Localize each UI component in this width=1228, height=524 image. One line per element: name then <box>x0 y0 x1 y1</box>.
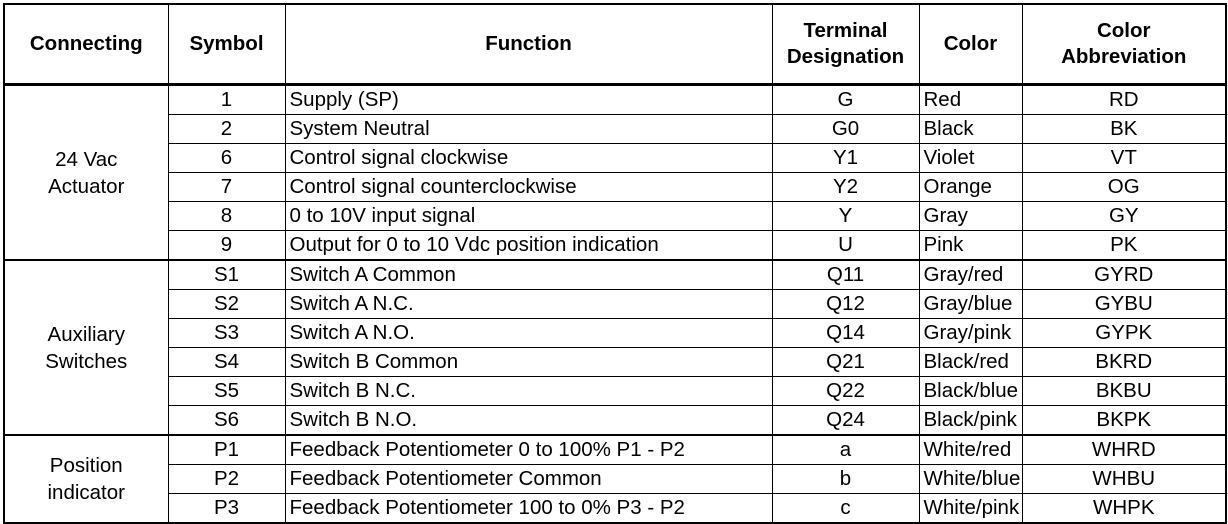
header-color: Color <box>919 4 1022 85</box>
terminal-cell: Q24 <box>772 406 919 436</box>
color-abbreviation-cell: WHPK <box>1022 494 1226 524</box>
terminal-cell: Y1 <box>772 144 919 173</box>
terminal-cell: a <box>772 435 919 465</box>
color-cell: White/red <box>919 435 1022 465</box>
symbol-cell: S2 <box>168 290 285 319</box>
table-row <box>4 115 1226 144</box>
function-cell: Switch A N.O. <box>285 319 772 348</box>
connecting-label-line1: 24 Vac <box>55 147 118 171</box>
color-cell: Gray/pink <box>919 319 1022 348</box>
header-abbr-line2: Abbreviation <box>1061 45 1187 68</box>
color-abbreviation-cell: WHRD <box>1022 435 1226 465</box>
symbol-cell: P1 <box>168 435 285 465</box>
terminal-cell: c <box>772 494 919 524</box>
terminal-cell: U <box>772 231 919 261</box>
table-header <box>4 4 1226 85</box>
symbol-cell: S5 <box>168 377 285 406</box>
function-cell: Switch B N.C. <box>285 377 772 406</box>
header-connecting: Connecting <box>4 4 168 85</box>
header-color-abbreviation <box>1022 4 1226 85</box>
table-row <box>4 465 1226 494</box>
color-cell: Black <box>919 115 1022 144</box>
connecting-label-line2: Actuator <box>48 174 125 198</box>
color-cell: Pink <box>919 231 1022 261</box>
color-abbreviation-cell: OG <box>1022 173 1226 202</box>
color-abbreviation-cell: GYPK <box>1022 319 1226 348</box>
table-row <box>4 494 1226 524</box>
table-row <box>4 435 1226 465</box>
color-abbreviation-cell: BKRD <box>1022 348 1226 377</box>
terminal-cell: Y2 <box>772 173 919 202</box>
color-cell: Gray/red <box>919 260 1022 290</box>
table-row <box>4 290 1226 319</box>
table-row <box>4 348 1226 377</box>
color-abbreviation-cell: VT <box>1022 144 1226 173</box>
header-terminal-line2: Designation <box>786 45 905 68</box>
table-row <box>4 85 1226 115</box>
function-cell: 0 to 10V input signal <box>285 202 772 231</box>
color-cell: Red <box>919 85 1022 115</box>
symbol-cell: P3 <box>168 494 285 524</box>
table-row <box>4 202 1226 231</box>
color-abbreviation-cell: GY <box>1022 202 1226 231</box>
table-row <box>4 319 1226 348</box>
function-cell: Output for 0 to 10 Vdc position indication <box>285 231 772 261</box>
terminal-cell: Q21 <box>772 348 919 377</box>
table-row <box>4 144 1226 173</box>
function-cell: Switch A N.C. <box>285 290 772 319</box>
color-abbreviation-cell: BKBU <box>1022 377 1226 406</box>
symbol-cell: P2 <box>168 465 285 494</box>
function-cell: Switch B N.O. <box>285 406 772 436</box>
table-row <box>4 406 1226 436</box>
connecting-label-line1: Auxiliary <box>47 322 125 346</box>
color-abbreviation-cell: RD <box>1022 85 1226 115</box>
header-function: Function <box>285 4 772 85</box>
header-terminal-designation <box>772 4 919 85</box>
color-abbreviation-cell: WHBU <box>1022 465 1226 494</box>
function-cell: Feedback Potentiometer Common <box>285 465 772 494</box>
color-abbreviation-cell: BKPK <box>1022 406 1226 436</box>
connecting-label-line1: Position <box>49 454 123 477</box>
wiring-table <box>3 3 1227 524</box>
symbol-cell: S6 <box>168 406 285 436</box>
symbol-cell: 9 <box>168 231 285 261</box>
color-abbreviation-cell: GYRD <box>1022 260 1226 290</box>
function-cell: Control signal counterclockwise <box>285 173 772 202</box>
color-cell: Black/red <box>919 348 1022 377</box>
color-abbreviation-cell: BK <box>1022 115 1226 144</box>
connecting-cell <box>4 260 168 435</box>
terminal-cell: Q11 <box>772 260 919 290</box>
color-cell: White/pink <box>919 494 1022 524</box>
symbol-cell: 7 <box>168 173 285 202</box>
terminal-cell: Q22 <box>772 377 919 406</box>
function-cell: Control signal clockwise <box>285 144 772 173</box>
header-terminal-line1: Terminal <box>803 19 888 42</box>
terminal-cell: G0 <box>772 115 919 144</box>
color-cell: White/blue <box>919 465 1022 494</box>
color-abbreviation-cell: GYBU <box>1022 290 1226 319</box>
color-cell: Black/blue <box>919 377 1022 406</box>
terminal-cell: Q14 <box>772 319 919 348</box>
table-row <box>4 377 1226 406</box>
header-symbol: Symbol <box>168 4 285 85</box>
table-row <box>4 260 1226 290</box>
symbol-cell: 8 <box>168 202 285 231</box>
connecting-label-line2: indicator <box>47 481 125 504</box>
terminal-cell: Y <box>772 202 919 231</box>
connecting-cell <box>4 435 168 523</box>
function-cell: Switch B Common <box>285 348 772 377</box>
symbol-cell: 1 <box>168 85 285 115</box>
symbol-cell: 6 <box>168 144 285 173</box>
connecting-label-line2: Switches <box>45 349 128 373</box>
connecting-cell <box>4 85 168 261</box>
function-cell: Switch A Common <box>285 260 772 290</box>
symbol-cell: S3 <box>168 319 285 348</box>
function-cell: System Neutral <box>285 115 772 144</box>
color-cell: Orange <box>919 173 1022 202</box>
function-cell: Feedback Potentiometer 0 to 100% P1 - P2 <box>285 435 772 465</box>
table-row <box>4 231 1226 261</box>
table-group <box>4 260 1226 435</box>
terminal-cell: b <box>772 465 919 494</box>
color-cell: Gray/blue <box>919 290 1022 319</box>
header-abbr-line1: Color <box>1096 19 1151 42</box>
wiring-table-container <box>3 3 1227 524</box>
function-cell: Supply (SP) <box>285 85 772 115</box>
symbol-cell: S1 <box>168 260 285 290</box>
header-row <box>4 4 1226 85</box>
symbol-cell: 2 <box>168 115 285 144</box>
terminal-cell: G <box>772 85 919 115</box>
table-row <box>4 173 1226 202</box>
table-group <box>4 85 1226 261</box>
color-cell: Black/pink <box>919 406 1022 436</box>
table-group <box>4 435 1226 523</box>
color-abbreviation-cell: PK <box>1022 231 1226 261</box>
function-cell: Feedback Potentiometer 100 to 0% P3 - P2 <box>285 494 772 524</box>
terminal-cell: Q12 <box>772 290 919 319</box>
color-cell: Violet <box>919 144 1022 173</box>
color-cell: Gray <box>919 202 1022 231</box>
symbol-cell: S4 <box>168 348 285 377</box>
